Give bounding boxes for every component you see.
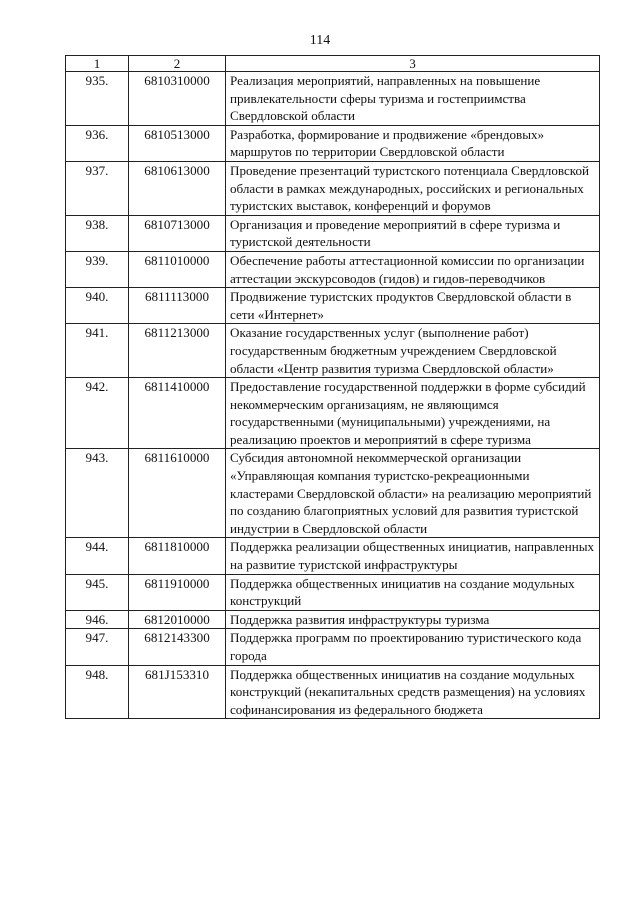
row-number: 936. [66,125,129,161]
row-code: 6810613000 [129,161,226,215]
row-number: 939. [66,251,129,287]
table-row [66,665,600,719]
row-code: 681J153310 [129,665,226,719]
row-code: 6811010000 [129,251,226,287]
row-number: 946. [66,610,129,629]
page-number: 114 [309,33,331,48]
table-row [66,629,600,665]
row-number: 937. [66,161,129,215]
row-description: Организация и проведение мероприятий в сфере туризма и туристской деятельности [226,215,600,251]
row-description: Продвижение туристских продуктов Свердловской области в сети «Интернет» [226,288,600,324]
row-description: Поддержка общественных инициатив на создание модульных конструкций (некапитальных средств размещения) на условиях софинансирования из федерального бюджета [226,665,600,719]
row-description: Поддержка развития инфраструктуры туризма [226,610,600,629]
row-description: Разработка, формирование и продвижение «брендовых» маршрутов по территории Свердловской области [226,125,600,161]
row-number: 941. [66,324,129,378]
row-number: 940. [66,288,129,324]
row-code: 6810310000 [129,72,226,126]
row-number: 944. [66,538,129,574]
table-row [66,215,600,251]
row-number: 947. [66,629,129,665]
table-row [66,125,600,161]
header-row [66,56,600,72]
budget-codes-table [65,55,600,719]
row-code: 6811410000 [129,378,226,449]
row-description: Поддержка реализации общественных инициатив, направленных на развитие туристской инфраструктуры [226,538,600,574]
table-row [66,610,600,629]
table-row [66,538,600,574]
row-number: 945. [66,574,129,610]
row-code: 6811610000 [129,449,226,538]
row-number: 943. [66,449,129,538]
header-col-3: 3 [226,56,600,72]
table-row [66,378,600,449]
row-description: Поддержка программ по проектированию туристического кода города [226,629,600,665]
row-description: Проведение презентаций туристского потенциала Свердловской области в рамках международных, российских и региональных туристских выставок, конференций и форумов [226,161,600,215]
header-col-1: 1 [66,56,129,72]
row-number: 942. [66,378,129,449]
row-number: 938. [66,215,129,251]
header-col-2: 2 [129,56,226,72]
row-description: Поддержка общественных инициатив на создание модульных конструкций [226,574,600,610]
row-code: 6812010000 [129,610,226,629]
table-row [66,324,600,378]
table-row [66,251,600,287]
table-row [66,449,600,538]
row-code: 6811910000 [129,574,226,610]
table-row [66,288,600,324]
row-description: Субсидия автономной некоммерческой организации «Управляющая компания туристско-рекреационными кластерами Свердловской области» на реализацию мероприятий по созданию благоприятных условий для развития туристской индустрии в Свердловской области [226,449,600,538]
row-description: Предоставление государственной поддержки в форме субсидий некоммерческим организациям, не являющимся государственными (муниципальными) учреждениями, на реализацию проектов и мероприятий в сфере туризма [226,378,600,449]
row-description: Оказание государственных услуг (выполнение работ) государственным бюджетным учреждением Свердловской области «Центр развития туризма Свердловской области» [226,324,600,378]
table-row [66,72,600,126]
row-number: 935. [66,72,129,126]
table-row [66,574,600,610]
row-code: 6811810000 [129,538,226,574]
row-description: Обеспечение работы аттестационной комиссии по организации аттестации экскурсоводов (гидов) и гидов-переводчиков [226,251,600,287]
row-code: 6811213000 [129,324,226,378]
row-code: 6810513000 [129,125,226,161]
table-row [66,161,600,215]
row-number: 948. [66,665,129,719]
row-code: 6811113000 [129,288,226,324]
row-description: Реализация мероприятий, направленных на повышение привлекательности сферы туризма и гостеприимства Свердловской области [226,72,600,126]
row-code: 6812143300 [129,629,226,665]
row-code: 6810713000 [129,215,226,251]
